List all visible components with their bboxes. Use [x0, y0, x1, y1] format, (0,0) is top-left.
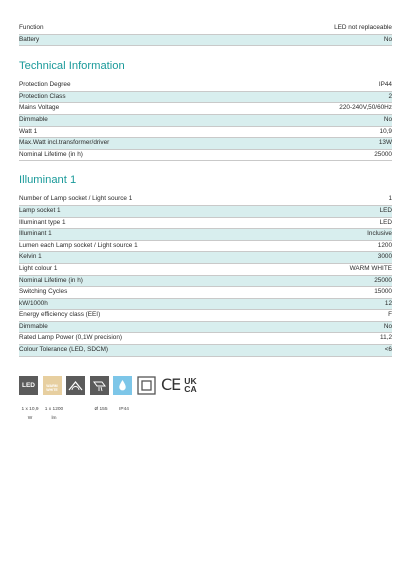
lumen-unit: lm — [51, 416, 57, 421]
table-row — [19, 276, 392, 288]
spec-label: Protection Class — [19, 92, 66, 100]
ukca-line-1: UK — [184, 376, 197, 386]
spec-sheet — [19, 23, 392, 357]
lumen-caption — [44, 405, 64, 423]
ce-mark-icon: CE — [161, 375, 181, 394]
certification-marks — [161, 375, 197, 395]
table-row — [19, 264, 392, 276]
table-row — [19, 310, 392, 322]
warm-white-icon — [43, 376, 62, 395]
spec-value: 1 — [388, 195, 392, 203]
spec-label: Protection Degree — [19, 81, 71, 89]
spec-row-battery — [19, 35, 392, 47]
table-row — [19, 206, 392, 218]
table-row — [19, 218, 392, 230]
spec-label: Dimmable — [19, 322, 48, 330]
table-row — [19, 115, 392, 127]
lamp-diameter-icon — [90, 376, 109, 395]
spec-value: 11,2 — [380, 334, 392, 342]
spec-value: No — [383, 322, 392, 330]
led-icon: LED — [19, 376, 38, 395]
table-row — [19, 252, 392, 264]
table-row — [19, 138, 392, 150]
spec-value: 25000 — [374, 150, 392, 158]
spec-value: <6 — [384, 346, 392, 354]
spec-value: 12 — [384, 299, 392, 307]
spec-label: Illuminant 1 — [19, 230, 52, 238]
ukca-line-2: CA — [184, 384, 197, 394]
table-row — [19, 150, 392, 162]
spec-label: Rated Lamp Power (0,1W precision) — [19, 334, 123, 342]
spec-value: 15000 — [374, 288, 392, 296]
table-row — [19, 299, 392, 311]
spec-value: LED — [379, 206, 392, 214]
table-row — [19, 103, 392, 115]
spec-value: 1200 — [377, 241, 392, 249]
diameter-caption: Ø 155 — [94, 407, 108, 412]
spec-label: Colour Tolerance (LED, SDCM) — [19, 346, 109, 354]
table-row — [19, 287, 392, 299]
beam-angle-icon — [66, 376, 85, 395]
ip44-water-drop-icon — [113, 376, 132, 395]
table-row — [19, 92, 392, 104]
technical-table — [19, 80, 392, 161]
spec-label: Nominal Lifetime (in h) — [19, 276, 83, 284]
table-row — [19, 194, 392, 206]
spec-value: F — [388, 311, 392, 319]
warm-white-label: WARM WHITE — [46, 384, 58, 392]
spec-value: Inclusive — [367, 230, 392, 238]
spec-value: IP44 — [378, 81, 392, 89]
ukca-mark-icon — [184, 377, 196, 393]
spec-value: No — [383, 115, 392, 123]
spec-label: Battery — [19, 35, 40, 43]
spec-label: Max.Watt incl.transformer/driver — [19, 139, 110, 147]
spec-value: 220-240V,50/60Hz — [339, 104, 392, 112]
watt-unit: W — [27, 416, 33, 421]
spec-value: 13W — [378, 139, 392, 147]
spec-label: Light colour 1 — [19, 264, 58, 272]
spec-value: 25000 — [374, 276, 392, 284]
table-row — [19, 127, 392, 139]
spec-label: Function — [19, 24, 44, 31]
spec-label: Kelvin 1 — [19, 253, 42, 261]
spec-label: Illuminant type 1 — [19, 218, 66, 226]
spec-label: Watt 1 — [19, 127, 38, 135]
spec-label: kW/1000h — [19, 299, 48, 307]
spec-value: No — [383, 35, 392, 43]
watt-caption — [20, 405, 40, 423]
spec-label: Mains Voltage — [19, 104, 60, 112]
table-row — [19, 229, 392, 241]
spec-label: Lumen each Lamp socket / Light source 1 — [19, 241, 138, 249]
product-icons — [19, 376, 197, 395]
spec-value: 3000 — [377, 253, 392, 261]
spec-label: Nominal Lifetime (in h) — [19, 150, 83, 158]
spec-value: 10,9 — [379, 127, 392, 135]
spec-value: LED — [379, 218, 392, 226]
spec-value: WARM WHITE — [349, 264, 392, 272]
table-row — [19, 241, 392, 253]
table-row — [19, 345, 392, 357]
section-title-technical: Technical Information — [19, 60, 125, 73]
spec-label: Switching Cycles — [19, 288, 68, 296]
protection-class-2-icon — [137, 376, 156, 395]
spec-row-function — [19, 23, 392, 35]
spec-label: Energy efficiency class (EEI) — [19, 311, 101, 319]
spec-label: Number of Lamp socket / Light source 1 — [19, 195, 133, 203]
table-row — [19, 322, 392, 334]
illuminant-table — [19, 194, 392, 356]
lumen-value: 1 x 1200 — [44, 407, 64, 412]
section-title-illuminant: Illuminant 1 — [19, 174, 77, 187]
ip-caption: IP44 — [119, 407, 129, 412]
spec-value: LED not replaceable — [334, 24, 392, 31]
table-row — [19, 80, 392, 92]
spec-label: Lamp socket 1 — [19, 206, 61, 214]
spec-label: Dimmable — [19, 115, 48, 123]
watt-value: 1 x 10,9 — [21, 407, 39, 412]
spec-value: 2 — [388, 92, 392, 100]
table-row — [19, 333, 392, 345]
